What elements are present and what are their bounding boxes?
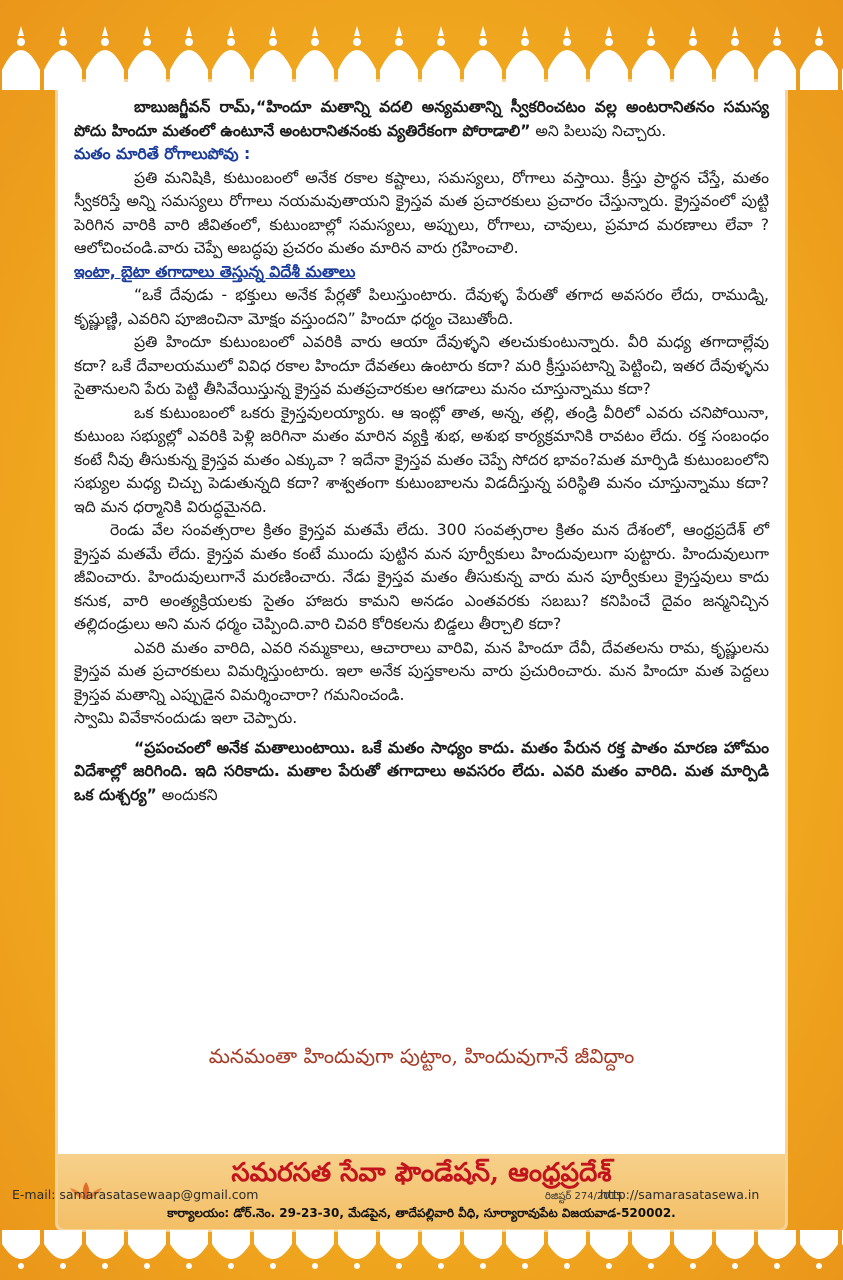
website-link[interactable]: http://samarasatasewa.in bbox=[600, 1187, 760, 1202]
paragraph-1: ప్రతి మనిషికి, కుటుంబంలో అనేక రకాల కష్టాలు, సమస్యలు, రోగాలు వస్తాయి. క్రీస్తు ప్రార్థన చేస్తే, మతం స్వీకరిస్తే అన్ని సమస్యలు రోగాలు నయమవుతాయని క్రైస్తవ మత ప్రచారకులు ప్రచారం చేస్తున్నారు. క్రైస్తవంలో పుట్టి పెరిగిన వారికి వారి జీవితంలో, కుటుంబాల్లో సమస్యలు, అప్పులు, రోగాలు, చావులు, ప్రమాద మరణాలు లేవా ? ఆలోచించండి.వారు చెప్పే అబద్ధపు ప్రచరం మతం మారిన వారు గ్రహించాలి. bbox=[74, 168, 769, 257]
vivekananda-quote bbox=[74, 737, 769, 808]
quote-tail: అందుకని bbox=[156, 785, 218, 804]
intro-paragraph bbox=[74, 96, 769, 143]
quote-text: “ప్రపంచంలో అనేక మతాలుంటాయి. ఒకే మతం సాధ్యం కాదు. మతం పేరున రక్త పాతం మారణ హోమం విదేశాల్లో జరిగింది. ఇది సరికాదు. మతాల పేరుతో తగాదాలు అవసరం లేదు. ఎవరి మతం వారిది. మత మార్పిడి ఒక దుశ్చర్య” bbox=[74, 738, 769, 804]
heading-foreign-religions: ఇంటా, బైటా తగాదాలు తెస్తున్న విదేశీ మతాలు bbox=[74, 262, 356, 281]
article-panel bbox=[12, 82, 785, 1229]
decorative-border-top bbox=[0, 0, 843, 90]
office-address: కార్యాలయం: డోర్.నెం. 29-23-30, మేడపైన, తాదేపల్లివారి వీధి, సూర్యారావుపేట విజయవాడ-520002. bbox=[167, 1206, 676, 1220]
intro-quote: బాబుజగ్జీవన్ రామ్,“హిందూ మతాన్ని వదలి అన్యమతాన్ని స్వీకరించటం వల్ల అంటరానితనం సమస్య పోదు హిందూ మతంలో ఉంటూనే అంటరానితనంకు వ్యతిరేకంగా పోరాడాలి” bbox=[74, 98, 769, 140]
paragraph-4: ఒక కుటుంబంలో ఒకరు క్రైస్తవులయ్యారు. ఆ ఇంట్లో తాత, అన్న, తల్లి, తండ్రి వీరిలో ఎవరు చనిపోయినా, కుటుంబ సభ్యుల్లో ఎవరికి పెళ్లి జరిగినా మతం మారిన వ్యక్తి శుభ, అశుభ కార్యక్రమానికి రావటం లేదు. రక్త సంబంధం కంటే నీవు తీసుకున్న క్రైస్తవ మతం ఎక్కువా ? ఇదేనా క్రైస్తవ మతం చెప్పే సోదర భావం?మత మార్పిడి కుటుంబంలోని సభ్యుల మధ్య చిచ్చు పెడుతున్నది కదా? శాశ్వతంగా కుటుంబాలను విడదీస్తున్న పరిస్థితి మనం చూస్తున్నాము కదా? ఇది మన ధర్మానికి విరుద్ధమైనది. bbox=[74, 403, 769, 516]
registration-number: రిజిష్టర్ 274/2015 bbox=[545, 1191, 623, 1202]
closing-slogan: మనమంతా హిందువుగా పుట్టాం, హిందువుగానే జీవిద్దాం bbox=[208, 1044, 635, 1068]
decorative-border-bottom bbox=[0, 1230, 843, 1280]
heading-disease: మతం మారితే రోగాలుపోవు : bbox=[74, 145, 251, 163]
article-body bbox=[74, 96, 769, 807]
organization-name: సమరసత సేవా ఫౌండేషన్, ఆంధ్రప్రదేశ్ bbox=[231, 1158, 612, 1188]
intro-tail: అని పిలుపు నిచ్చారు. bbox=[530, 121, 667, 140]
paragraph-5: రెండు వేల సంవత్సరాల క్రితం క్రైస్తవ మతమే లేదు. 300 సంవత్సరాల క్రితం మన దేశంలో, ఆంధ్రప్రదేశ్ లో క్రైస్తవ మతమే లేదు. క్రైస్తవ మతం కంటే ముందు పుట్టిన మన పూర్వీకులు హిందువులుగా పుట్టారు. హిందువులుగా జీవించారు. హిందువులుగానే మరణించారు. నేడు క్రైస్తవ మతం తీసుకున్న వారు మన పూర్వీకులు క్రైస్తవులు కాదు కనుక, వారి అంత్యక్రియలకు సైతం హాజరు కామని అనడం ఎంతవరకు సబబు? కనిపించే దైవం జన్మనిచ్చిన తల్లిదండ్రులు అని మన ధర్మం చెప్పింది.వారి చివరి కోరికలను బిడ్డలు తీర్చాలి కదా? bbox=[74, 521, 769, 633]
email-link[interactable]: E-mail: samarasatasewaap@gmail.com bbox=[12, 1187, 259, 1202]
paragraph-2: “ఒకే దేవుడు - భక్తులు అనేక పేర్లతో పిలుస్తుంటారు. దేవుళ్ళ పేరుతో తగాద అవసరం లేదు, రాముడ్ని, కృష్ణుణ్ణి, ఎవరిని పూజించినా మోక్షం వస్తుందని” హిందూ ధర్మం చెబుతోంది. bbox=[74, 286, 769, 328]
paragraph-7: స్వామి వివేకానందుడు ఇలా చెప్పారు. bbox=[74, 709, 298, 727]
paragraph-6: ఎవరి మతం వారిది, ఎవరి నమ్మకాలు, ఆచారాలు వారివి, మన హిందూ దేవీ, దేవతలను రామ, కృష్ణులను క్రైస్తవ మత ప్రచారకులు విమర్శిస్తుంటారు. ఇలా అనేక పుస్తకాలను వారు ప్రచురించారు. మన హిందూ మత పెద్దలు క్రైస్తవ మతాన్ని ఎప్పుడైన విమర్శించారా? గమనించండి. bbox=[74, 638, 769, 704]
footer bbox=[12, 1154, 785, 1229]
paragraph-3: ప్రతి హిందూ కుటుంబంలో ఎవరికి వారు ఆయా దేవుళ్ళని తలచుకుంటున్నారు. వీరి మధ్య తగాదాల్లేవు కదా? ఒకే దేవాలయములో వివిధ రకాల హిందూ దేవతలు ఉంటారు కదా? మరి క్రీస్తుపటాన్ని పెట్టించి, ఇతర దేవుళ్ళను సైతానులని పేరు పెట్టి తీసివేయిస్తున్న క్రైస్తవ మతప్రచారకుల ఆగడాలు మనం చూస్తున్నాము కదా? bbox=[74, 333, 769, 398]
